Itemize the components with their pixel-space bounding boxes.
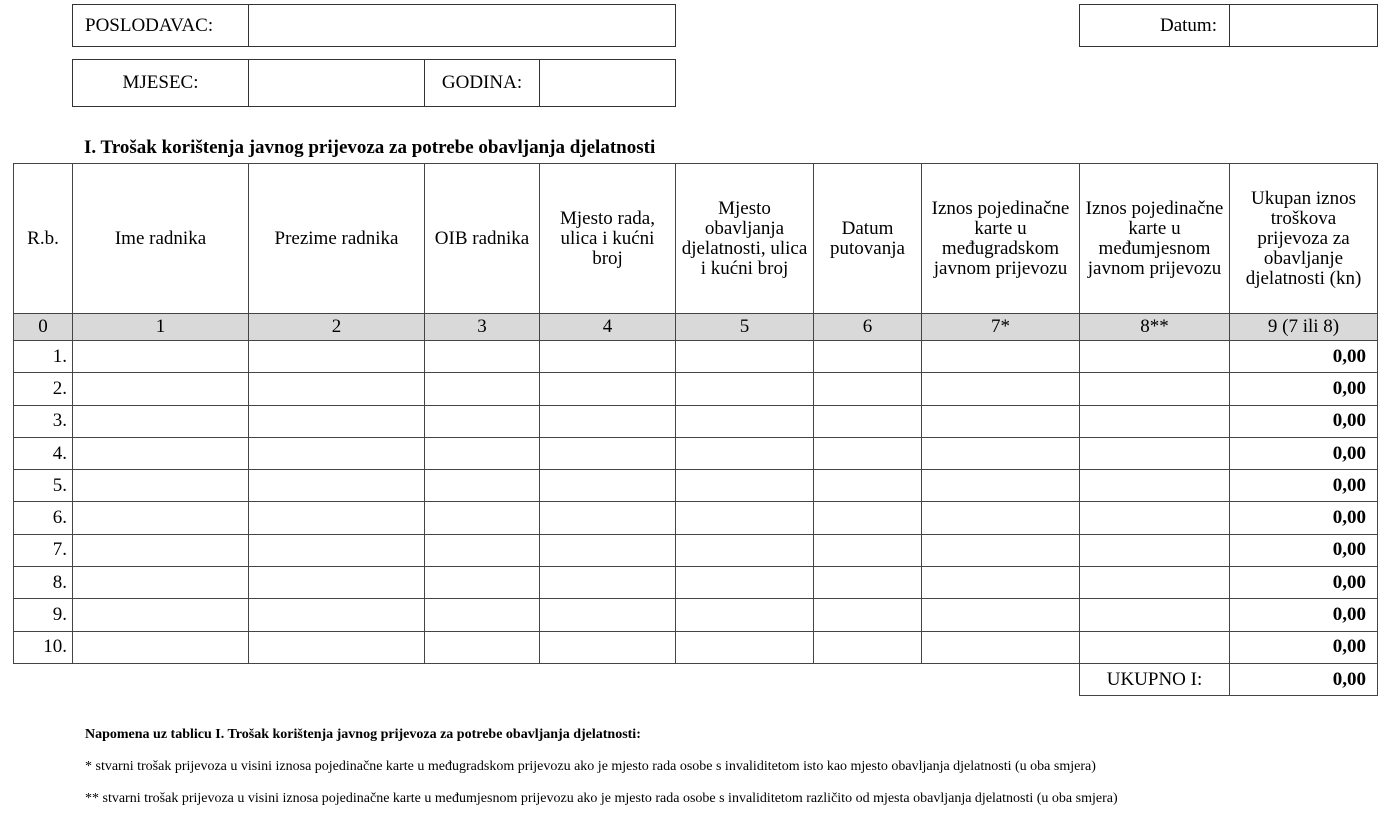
table-cell[interactable] <box>425 437 540 469</box>
table-cell[interactable] <box>1080 534 1230 566</box>
table-row <box>14 631 1378 663</box>
column-header: Iznos pojedinačne karte u međugradskom javnom prijevozu <box>922 164 1080 314</box>
table-cell[interactable] <box>676 567 814 599</box>
row-total: 0,00 <box>1230 405 1378 437</box>
table-cell[interactable] <box>814 373 922 405</box>
table-cell[interactable] <box>814 599 922 631</box>
table-cell[interactable] <box>540 373 676 405</box>
date-label: Datum: <box>1080 5 1230 46</box>
table-cell[interactable] <box>814 437 922 469</box>
table-cell[interactable] <box>540 631 676 663</box>
column-number: 6 <box>814 314 922 341</box>
table-cell[interactable] <box>73 599 249 631</box>
column-number: 0 <box>14 314 73 341</box>
row-number: 8. <box>14 567 73 599</box>
table-cell[interactable] <box>1080 567 1230 599</box>
table-cell[interactable] <box>1080 405 1230 437</box>
column-number: 9 (7 ili 8) <box>1230 314 1378 341</box>
column-number: 1 <box>73 314 249 341</box>
table-row <box>14 502 1378 534</box>
row-number: 4. <box>14 437 73 469</box>
column-header: R.b. <box>14 164 73 314</box>
column-number: 5 <box>676 314 814 341</box>
table-cell[interactable] <box>922 405 1080 437</box>
column-header: Iznos pojedinačne karte u međumjesnom javnom prijevozu <box>1080 164 1230 314</box>
employer-label: POSLODAVAC: <box>73 5 249 46</box>
table-cell[interactable] <box>425 534 540 566</box>
header-row <box>14 164 1378 314</box>
row-number: 7. <box>14 534 73 566</box>
table-cell[interactable] <box>1080 470 1230 502</box>
date-box <box>1079 4 1378 47</box>
table-cell[interactable] <box>73 405 249 437</box>
table-cell[interactable] <box>249 599 425 631</box>
column-number: 7* <box>922 314 1080 341</box>
table-cell[interactable] <box>73 502 249 534</box>
table-cell[interactable] <box>73 470 249 502</box>
table-row <box>14 534 1378 566</box>
table-cell[interactable] <box>425 567 540 599</box>
table-cell[interactable] <box>814 567 922 599</box>
table-cell[interactable] <box>540 470 676 502</box>
table-cell[interactable] <box>73 567 249 599</box>
table-cell[interactable] <box>922 502 1080 534</box>
table-cell[interactable] <box>922 599 1080 631</box>
row-number: 5. <box>14 470 73 502</box>
column-number: 8** <box>1080 314 1230 341</box>
table-cell[interactable] <box>1080 599 1230 631</box>
row-total: 0,00 <box>1230 567 1378 599</box>
row-number: 10. <box>14 631 73 663</box>
table-cell[interactable] <box>249 341 425 373</box>
month-label: MJESEC: <box>73 60 249 106</box>
sum-row <box>14 663 1378 695</box>
sum-value: 0,00 <box>1230 663 1378 695</box>
table-row <box>14 470 1378 502</box>
row-total: 0,00 <box>1230 631 1378 663</box>
row-total: 0,00 <box>1230 599 1378 631</box>
table-cell[interactable] <box>922 631 1080 663</box>
column-header: Prezime radnika <box>249 164 425 314</box>
table-cell[interactable] <box>249 567 425 599</box>
table-cell[interactable] <box>540 567 676 599</box>
table-cell[interactable] <box>249 437 425 469</box>
row-number: 9. <box>14 599 73 631</box>
table-cell[interactable] <box>676 470 814 502</box>
table-cell[interactable] <box>922 534 1080 566</box>
table-cell[interactable] <box>425 405 540 437</box>
table-cell[interactable] <box>922 567 1080 599</box>
table-cell[interactable] <box>425 373 540 405</box>
table-cell[interactable] <box>540 437 676 469</box>
table-row <box>14 405 1378 437</box>
month-field[interactable] <box>249 60 425 106</box>
table-cell[interactable] <box>540 502 676 534</box>
column-header: Datum putovanja <box>814 164 922 314</box>
table-cell[interactable] <box>814 405 922 437</box>
table-cell[interactable] <box>73 341 249 373</box>
notes-title: Napomena uz tablicu I. Trošak korištenja javnog prijevoza za potrebe obavljanja djelatnosti: <box>85 727 641 742</box>
table-cell[interactable] <box>425 470 540 502</box>
row-number: 1. <box>14 341 73 373</box>
table-cell[interactable] <box>73 373 249 405</box>
column-number: 3 <box>425 314 540 341</box>
table-cell[interactable] <box>425 599 540 631</box>
table-row <box>14 437 1378 469</box>
table-cell[interactable] <box>814 631 922 663</box>
column-number-row <box>14 314 1378 341</box>
table-cell[interactable] <box>676 405 814 437</box>
sum-label: UKUPNO I: <box>1080 663 1230 695</box>
date-field[interactable] <box>1230 5 1377 46</box>
table-cell[interactable] <box>676 631 814 663</box>
note-1: * stvarni trošak prijevoza u visini iznosa pojedinačne karte u međugradskom prijevozu ako je mjesto rada osobe s invaliditetom isto kao mjesto obavljanja djelatnosti (u oba smjera) <box>85 759 1096 774</box>
column-header: Ukupan iznos troškova prijevoza za obavljanje djelatnosti (kn) <box>1230 164 1378 314</box>
table-cell[interactable] <box>73 437 249 469</box>
row-total: 0,00 <box>1230 437 1378 469</box>
table-cell[interactable] <box>73 534 249 566</box>
table-cell[interactable] <box>922 470 1080 502</box>
table-cell[interactable] <box>425 341 540 373</box>
year-label: GODINA: <box>425 60 540 106</box>
table-row <box>14 341 1378 373</box>
table-cell[interactable] <box>1080 502 1230 534</box>
table-cell[interactable] <box>676 534 814 566</box>
table-cell[interactable] <box>425 631 540 663</box>
table-row <box>14 373 1378 405</box>
table-row <box>14 599 1378 631</box>
table-cell[interactable] <box>1080 373 1230 405</box>
table-cell[interactable] <box>1080 437 1230 469</box>
employer-field[interactable] <box>249 5 675 46</box>
employer-box <box>72 4 676 47</box>
table-cell[interactable] <box>814 534 922 566</box>
note-2: ** stvarni trošak prijevoza u visini iznosa pojedinačne karte u međumjesnom prijevozu ako je mjesto rada osobe s invaliditetom različito od mjesta obavljanja djelatnosti (u oba smjera) <box>85 791 1118 806</box>
table-cell[interactable] <box>922 437 1080 469</box>
section-title: I. Trošak korištenja javnog prijevoza za potrebe obavljanja djelatnosti <box>84 137 656 158</box>
table-cell[interactable] <box>922 373 1080 405</box>
table-cell[interactable] <box>676 437 814 469</box>
row-number: 2. <box>14 373 73 405</box>
table-row <box>14 567 1378 599</box>
table-cell[interactable] <box>814 341 922 373</box>
table-cell[interactable] <box>1080 631 1230 663</box>
year-field[interactable] <box>540 60 675 106</box>
table-cell[interactable] <box>540 534 676 566</box>
table-cell[interactable] <box>249 405 425 437</box>
table-cell[interactable] <box>676 502 814 534</box>
table-cell[interactable] <box>249 373 425 405</box>
table-cell[interactable] <box>249 534 425 566</box>
table-cell[interactable] <box>540 405 676 437</box>
row-total: 0,00 <box>1230 373 1378 405</box>
table-cell[interactable] <box>676 341 814 373</box>
period-box <box>72 59 676 107</box>
row-total: 0,00 <box>1230 470 1378 502</box>
table-cell[interactable] <box>249 470 425 502</box>
table-cell[interactable] <box>1080 341 1230 373</box>
table-cell[interactable] <box>676 373 814 405</box>
table-cell[interactable] <box>73 631 249 663</box>
transport-cost-table <box>13 163 1378 696</box>
column-header: Ime radnika <box>73 164 249 314</box>
table-cell[interactable] <box>249 502 425 534</box>
table-cell[interactable] <box>249 631 425 663</box>
row-number: 6. <box>14 502 73 534</box>
column-header: OIB radnika <box>425 164 540 314</box>
column-number: 4 <box>540 314 676 341</box>
table-cell[interactable] <box>425 502 540 534</box>
table-cell[interactable] <box>676 599 814 631</box>
row-number: 3. <box>14 405 73 437</box>
column-number: 2 <box>249 314 425 341</box>
table-cell[interactable] <box>540 599 676 631</box>
table-cell[interactable] <box>814 470 922 502</box>
table-cell[interactable] <box>540 341 676 373</box>
table-cell[interactable] <box>922 341 1080 373</box>
row-total: 0,00 <box>1230 502 1378 534</box>
column-header: Mjesto obavljanja djelatnosti, ulica i kućni broj <box>676 164 814 314</box>
row-total: 0,00 <box>1230 341 1378 373</box>
row-total: 0,00 <box>1230 534 1378 566</box>
table-cell[interactable] <box>814 502 922 534</box>
column-header: Mjesto rada, ulica i kućni broj <box>540 164 676 314</box>
